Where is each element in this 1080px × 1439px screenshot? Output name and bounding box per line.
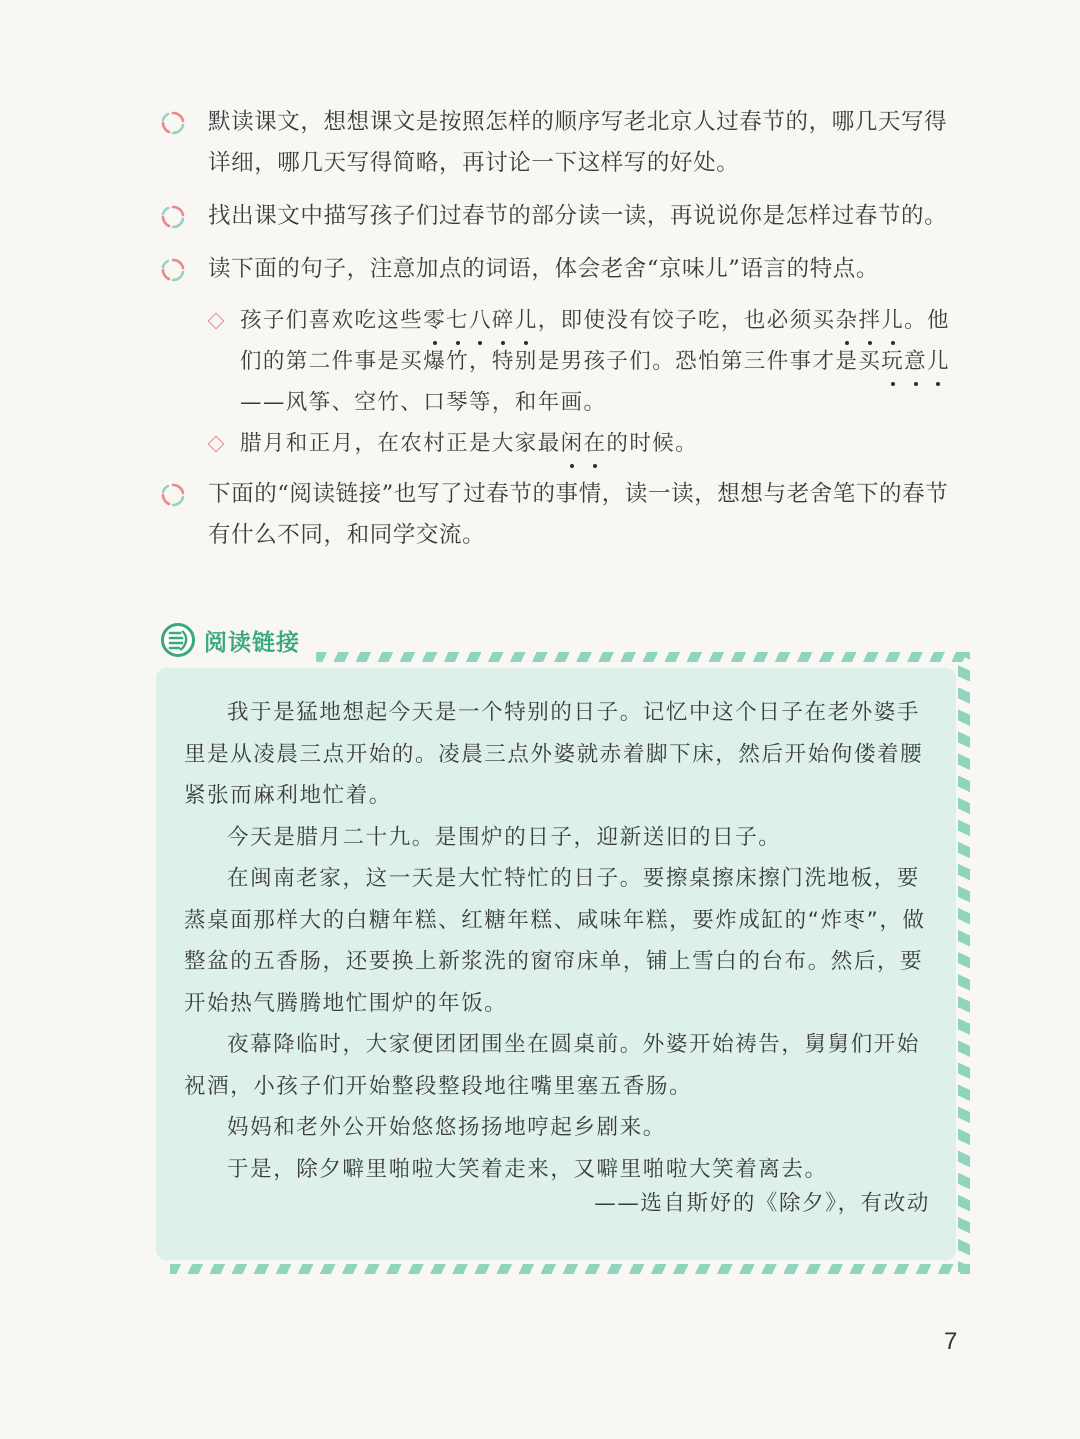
sentence-part: ，即使没有饺子吃，也必须买	[537, 308, 836, 333]
emphasis-char: 儿	[881, 300, 904, 341]
exercise-bullet-icon	[160, 110, 186, 136]
exercise-text: 下面的“阅读链接”也写了过春节的事情，读一读，想想与老舍笔下的春节有什么不同，和同学交流。	[208, 481, 949, 548]
emphasis-char: 儿	[927, 341, 950, 382]
exercise-bullet-icon	[160, 204, 186, 230]
sentence-part: 。他们的第二件事是买爆竹，特别是男孩子们。恐怕第三件事才是买	[240, 308, 950, 374]
passage-source: ——选自斯妤的《除夕》，有改动	[594, 1191, 930, 1216]
decorative-stripe	[170, 1264, 970, 1274]
passage-paragraph: 于是，除夕噼里啪啦大笑着走来，又噼里啪啦大笑着离去。	[227, 1156, 828, 1182]
emphasis-char: 八	[469, 300, 492, 341]
example-sentence-text	[240, 300, 970, 423]
emphasis-char: 玩	[881, 341, 904, 382]
exercise-text: 默读课文，想想课文是按照怎样的顺序写老北京人过春节的，哪几天写得详细，哪几天写得简略，再讨论一下这样写的好处。	[208, 109, 948, 176]
dotted-word	[561, 431, 607, 456]
exercise-bullet-icon	[160, 482, 186, 508]
dotted-word	[423, 308, 538, 333]
emphasis-char: 儿	[515, 300, 538, 341]
emphasis-char: 七	[446, 300, 469, 341]
dotted-word	[881, 349, 950, 374]
emphasis-char: 意	[904, 341, 927, 382]
passage-paragraph: 在闽南老家，这一天是大忙特忙的日子。要擦桌擦床擦门洗地板，要蒸桌面那样大的白糖年糕、红糖年糕、咸味年糕，要炸成缸的“炸枣”，做整盆的五香肠，还要换上新浆洗的窗帘床单，铺上雪白的台布。然后，要开始热气腾腾地忙围炉的年饭。	[184, 866, 926, 1016]
exercise-bullet-icon	[160, 257, 186, 283]
sentence-part: 的时候。	[606, 431, 699, 456]
passage-paragraph: 我于是猛地想起今天是一个特别的日子。记忆中这个日子在老外婆手里是从凌晨三点开始的。凌晨三点外婆就赤着脚下床，然后开始佝偻着腰紧张而麻利地忙着。	[184, 700, 924, 808]
decorative-stripe	[316, 652, 968, 662]
diamond-bullet-icon	[208, 436, 225, 453]
passage-paragraph: 夜幕降临时，大家便团团围坐在圆桌前。外婆开始祷告，舅舅们开始祝酒，小孩子们开始整段整段地往嘴里塞五香肠。	[184, 1032, 921, 1099]
emphasis-char: 在	[584, 423, 607, 464]
example-sentence-text	[240, 423, 970, 464]
page-number: 7	[944, 1328, 958, 1355]
reading-link-title: 阅读链接	[204, 630, 300, 656]
book-icon	[160, 622, 196, 658]
emphasis-char: 碎	[492, 300, 515, 341]
emphasis-char: 闲	[561, 423, 584, 464]
emphasis-char: 零	[423, 300, 446, 341]
reading-link-header	[160, 620, 320, 660]
emphasis-char: 拌	[858, 300, 881, 341]
sentence-part: ——风筝、空竹、口琴等，和年画。	[240, 390, 607, 415]
exercise-text: 找出课文中描写孩子们过春节的部分读一读，再说说你是怎样过春节的。	[208, 203, 948, 229]
sentence-part: 孩子们喜欢吃这些	[240, 308, 424, 333]
exercise-text: 读下面的句子，注意加点的词语，体会老舍“京味儿”语言的特点。	[208, 256, 880, 282]
emphasis-char: 杂	[835, 300, 858, 341]
passage-paragraph: 妈妈和老外公开始悠悠扬扬地哼起乡剧来。	[227, 1115, 666, 1140]
passage-paragraph: 今天是腊月二十九。是围炉的日子，迎新送旧的日子。	[227, 824, 782, 850]
sentence-part: 腊月和正月，在农村正是大家最	[240, 431, 561, 456]
dotted-word	[835, 308, 904, 333]
reading-link-passage	[184, 692, 934, 1190]
diamond-bullet-icon	[208, 313, 225, 330]
decorative-stripe	[958, 652, 970, 1272]
